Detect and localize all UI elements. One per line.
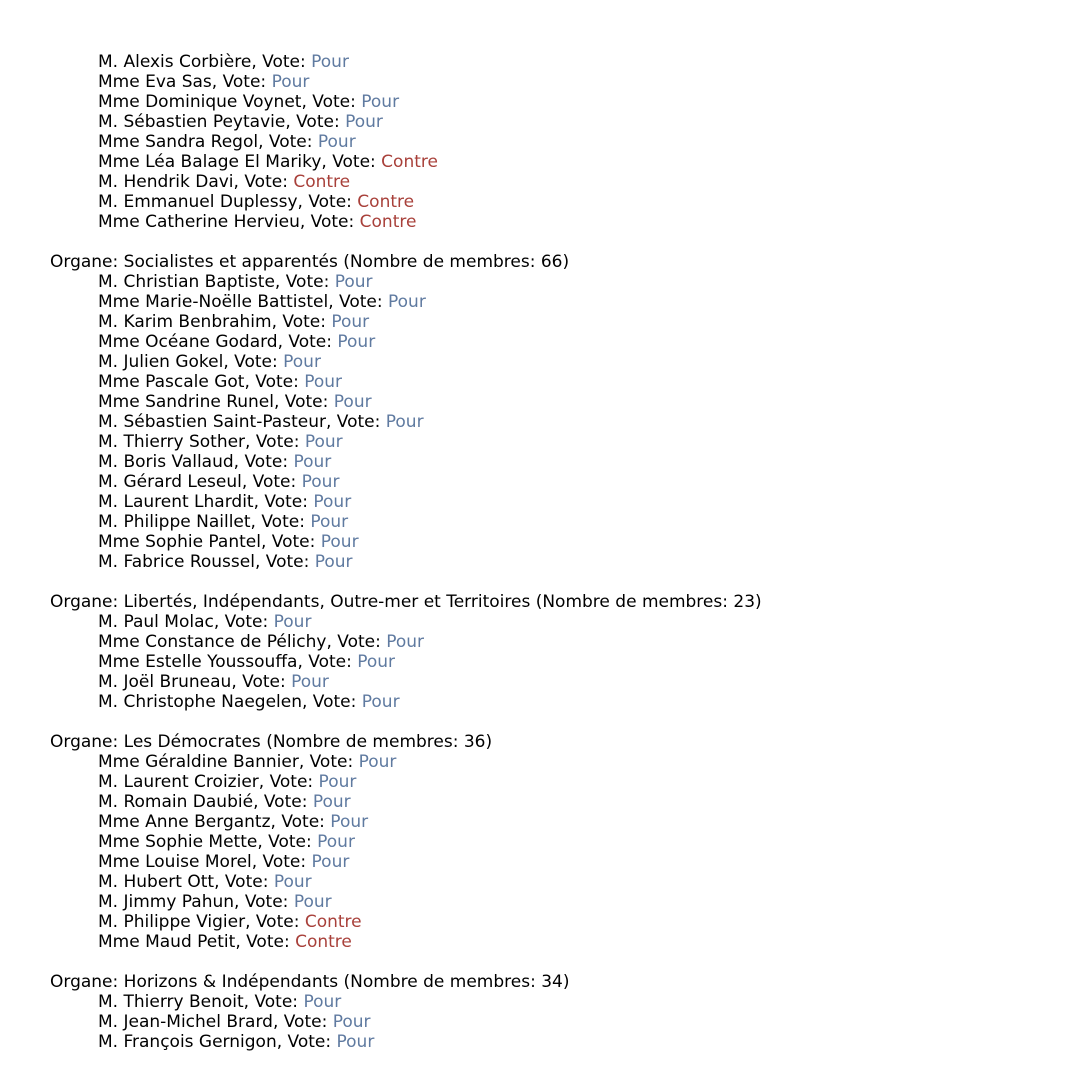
vote-separator: , Vote: [233, 452, 294, 472]
member-row [50, 292, 762, 312]
member-row [50, 172, 762, 192]
vote-separator: , Vote: [243, 992, 304, 1012]
vote-separator: , Vote: [276, 1032, 337, 1052]
member-name: M. Hubert Ott [98, 872, 215, 892]
member-row [50, 52, 762, 72]
member-row [50, 752, 762, 772]
vote-separator: , Vote: [250, 512, 311, 532]
member-name: M. Jean-Michel Brard [98, 1012, 273, 1032]
vote-pour: Pour [361, 92, 400, 112]
member-row [50, 912, 762, 932]
organe-title: Horizons & Indépendants (Nombre de membres: 34) [123, 972, 570, 992]
vote-separator: , Vote: [233, 172, 294, 192]
member-name: M. Sébastien Saint-Pasteur [98, 412, 326, 432]
vote-pour: Pour [334, 272, 373, 292]
member-row [50, 772, 762, 792]
vote-pour: Pour [336, 1032, 375, 1052]
member-name: Mme Léa Balage El Mariky [98, 152, 322, 172]
member-row [50, 872, 762, 892]
vote-pour: Pour [333, 392, 372, 412]
vote-separator: , Vote: [285, 112, 346, 132]
member-name: M. Laurent Croizier [98, 772, 259, 792]
vote-pour: Pour [331, 312, 370, 332]
member-name: Mme Océane Godard [98, 332, 278, 352]
member-name: M. Gérard Leseul [98, 472, 242, 492]
member-row [50, 92, 762, 112]
organe-title: Socialistes et apparentés (Nombre de membres: 66) [123, 252, 570, 272]
vote-pour: Pour [293, 452, 332, 472]
member-name: Mme Pascale Got [98, 372, 245, 392]
vote-pour: Pour [273, 872, 312, 892]
member-row [50, 152, 762, 172]
member-name: Mme Maud Petit [98, 932, 236, 952]
organe-section [50, 712, 762, 952]
vote-separator: , Vote: [257, 832, 318, 852]
member-row [50, 192, 762, 212]
member-name: M. Paul Molac [98, 612, 214, 632]
member-name: M. Thierry Benoit [98, 992, 244, 1012]
organe-header [50, 592, 762, 612]
vote-pour: Pour [312, 792, 351, 812]
vote-separator: , Vote: [211, 72, 272, 92]
member-name: M. Christian Baptiste [98, 272, 275, 292]
vote-separator: , Vote: [271, 312, 332, 332]
vote-pour: Pour [271, 72, 310, 92]
member-row [50, 1012, 762, 1032]
vote-pour: Pour [304, 432, 343, 452]
member-row [50, 632, 762, 652]
member-name: Mme Dominique Voynet [98, 92, 302, 112]
member-row [50, 472, 762, 492]
member-name: M. Alexis Corbière [98, 52, 252, 72]
member-name: M. Emmanuel Duplessy [98, 192, 298, 212]
vote-separator: , Vote: [301, 92, 362, 112]
vote-separator: , Vote: [245, 912, 305, 932]
vote-pour: Pour [361, 692, 400, 712]
vote-pour: Pour [314, 552, 353, 572]
vote-pour: Pour [320, 532, 359, 552]
member-row [50, 432, 762, 452]
member-row [50, 312, 762, 332]
member-row [50, 332, 762, 352]
vote-separator: , Vote: [251, 852, 312, 872]
member-name: M. Jimmy Pahun [98, 892, 235, 912]
vote-pour: Pour [330, 812, 369, 832]
member-row [50, 352, 762, 372]
vote-separator: , Vote: [245, 432, 305, 452]
vote-separator: , Vote: [272, 1012, 333, 1032]
section-spacer [50, 952, 762, 972]
member-row [50, 672, 762, 692]
member-row [50, 692, 762, 712]
member-name: M. Hendrik Davi [98, 172, 234, 192]
vote-pour: Pour [337, 332, 376, 352]
vote-separator: , Vote: [299, 212, 360, 232]
vote-separator: , Vote: [260, 532, 321, 552]
member-name: M. Fabrice Roussel [98, 552, 255, 572]
vote-pour: Pour [318, 772, 357, 792]
member-row [50, 212, 762, 232]
vote-pour: Pour [345, 112, 383, 132]
member-name: Mme Sandrine Runel [98, 392, 274, 412]
member-row [50, 492, 762, 512]
member-row [50, 272, 762, 292]
vote-separator: , Vote: [244, 372, 305, 392]
vote-contre: Contre [381, 152, 438, 172]
vote-separator: , Vote: [231, 672, 292, 692]
vote-separator: , Vote: [213, 612, 274, 632]
member-name: M. Laurent Lhardit [98, 492, 254, 512]
vote-contre: Contre [295, 932, 352, 952]
vote-pour: Pour [311, 52, 349, 72]
organe-section [50, 952, 762, 1052]
member-row [50, 992, 762, 1012]
vote-pour: Pour [304, 372, 343, 392]
vote-separator: , Vote: [253, 492, 314, 512]
vote-pour: Pour [303, 992, 342, 1012]
section-spacer [50, 232, 762, 252]
organe-prefix: Organe: [50, 972, 124, 992]
vote-separator: , Vote: [326, 632, 387, 652]
member-name: Mme Eva Sas [98, 72, 212, 92]
member-name: Mme Marie-Noëlle Battistel [98, 292, 329, 312]
vote-separator: , Vote: [277, 332, 338, 352]
vote-separator: , Vote: [325, 412, 386, 432]
organe-prefix: Organe: [50, 732, 124, 752]
vote-separator: , Vote: [253, 792, 313, 812]
member-name: Mme Catherine Hervieu [98, 212, 300, 232]
vote-separator: , Vote: [258, 132, 318, 152]
organe-section [50, 232, 762, 572]
organe-section [50, 572, 762, 712]
vote-separator: , Vote: [274, 272, 335, 292]
vote-pour: Pour [385, 412, 424, 432]
vote-separator: , Vote: [251, 52, 312, 72]
member-name: Mme Louise Morel [98, 852, 252, 872]
vote-separator: , Vote: [241, 472, 302, 492]
organe-header [50, 732, 762, 752]
member-row [50, 392, 762, 412]
organe-header [50, 972, 762, 992]
vote-pour: Pour [283, 352, 321, 372]
vote-pour: Pour [311, 852, 350, 872]
vote-pour: Pour [273, 612, 312, 632]
member-row [50, 792, 762, 812]
vote-separator: , Vote: [214, 872, 274, 892]
member-name: Mme Sophie Pantel [98, 532, 261, 552]
member-row [50, 832, 762, 852]
vote-pour: Pour [358, 752, 397, 772]
vote-pour: Pour [291, 672, 329, 692]
vote-separator: , Vote: [274, 392, 334, 412]
section-spacer [50, 572, 762, 592]
vote-pour: Pour [386, 632, 425, 652]
organe-header [50, 252, 762, 272]
member-row [50, 72, 762, 92]
vote-separator: , Vote: [297, 192, 358, 212]
vote-separator: , Vote: [298, 752, 359, 772]
member-row [50, 412, 762, 432]
vote-pour: Pour [313, 492, 352, 512]
member-row [50, 372, 762, 392]
vote-separator: , Vote: [234, 892, 294, 912]
member-name: Mme Constance de Pélichy [98, 632, 327, 652]
member-name: M. Romain Daubié [98, 792, 254, 812]
vote-contre: Contre [293, 172, 351, 192]
member-row [50, 892, 762, 912]
vote-separator: , Vote: [235, 932, 296, 952]
vote-pour: Pour [317, 832, 355, 852]
member-row [50, 932, 762, 952]
organe-prefix: Organe: [50, 592, 124, 612]
member-name: Mme Estelle Youssouffa [98, 652, 298, 672]
vote-separator: , Vote: [223, 352, 284, 372]
member-name: M. Boris Vallaud [98, 452, 234, 472]
vote-separator: , Vote: [321, 152, 382, 172]
member-name: M. Christophe Naegelen [98, 692, 302, 712]
vote-contre: Contre [304, 912, 362, 932]
vote-pour: Pour [357, 652, 396, 672]
member-name: Mme Anne Bergantz [98, 812, 271, 832]
vote-pour: Pour [293, 892, 332, 912]
member-name: M. Philippe Naillet [98, 512, 251, 532]
vote-separator: , Vote: [328, 292, 388, 312]
organe-title: Libertés, Indépendants, Outre-mer et Territoires (Nombre de membres: 23) [123, 592, 762, 612]
vote-contre: Contre [359, 212, 417, 232]
member-name: M. Sébastien Peytavie [98, 112, 286, 132]
vote-separator: , Vote: [270, 812, 331, 832]
member-name: M. Philippe Vigier [98, 912, 246, 932]
member-row [50, 112, 762, 132]
vote-separator: , Vote: [301, 692, 362, 712]
member-row [50, 552, 762, 572]
member-row [50, 452, 762, 472]
member-row [50, 812, 762, 832]
vote-pour: Pour [310, 512, 349, 532]
vote-document [50, 52, 762, 1052]
vote-separator: , Vote: [254, 552, 315, 572]
member-name: Mme Géraldine Bannier [98, 752, 299, 772]
vote-separator: , Vote: [297, 652, 358, 672]
vote-separator: , Vote: [258, 772, 319, 792]
member-row [50, 1032, 762, 1052]
section-spacer [50, 712, 762, 732]
vote-pour: Pour [301, 472, 340, 492]
member-name: M. Thierry Sother [98, 432, 246, 452]
member-name: M. Julien Gokel [98, 352, 224, 372]
member-row [50, 132, 762, 152]
organe-prefix: Organe: [50, 252, 124, 272]
member-row [50, 852, 762, 872]
member-name: M. Karim Benbrahim [98, 312, 272, 332]
member-row [50, 612, 762, 632]
organe-section [50, 52, 762, 232]
member-name: M. François Gernigon [98, 1032, 277, 1052]
member-row [50, 652, 762, 672]
vote-pour: Pour [332, 1012, 371, 1032]
member-name: M. Joël Bruneau [98, 672, 232, 692]
member-row [50, 532, 762, 552]
vote-contre: Contre [357, 192, 415, 212]
vote-pour: Pour [388, 292, 426, 312]
member-name: Mme Sophie Mette [98, 832, 258, 852]
vote-pour: Pour [317, 132, 356, 152]
organe-title: Les Démocrates (Nombre de membres: 36) [123, 732, 493, 752]
member-name: Mme Sandra Regol [98, 132, 259, 152]
member-row [50, 512, 762, 532]
